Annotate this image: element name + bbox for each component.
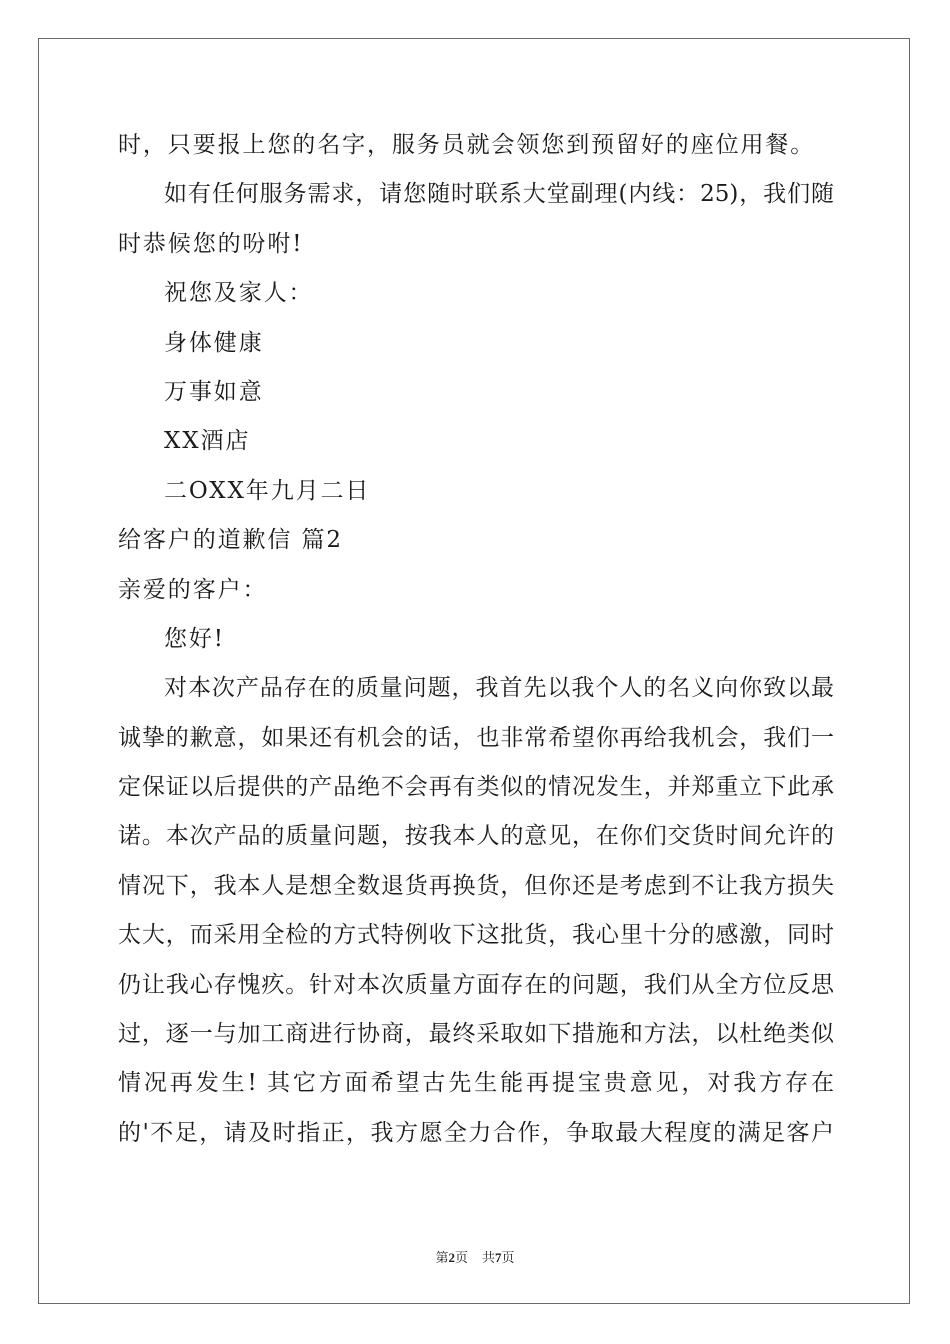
text-line: 如有任何服务需求，请您随时联系大堂副理(内线：25)，我们随 (164, 181, 834, 208)
text-line: 仍让我心存愧疚。针对本次质量方面存在的问题，我们从全方位反思 (118, 971, 834, 998)
text-line: 过，逐一与加工商进行协商，最终采取如下措施和方法，以杜绝类似 (118, 1021, 834, 1048)
text-line: 时，只要报上您的名字，服务员就会领您到预留好的座位用餐。 (118, 132, 816, 158)
text-line: 万事如意 (164, 378, 264, 405)
text-line: 对本次产品存在的质量问题，我首先以我个人的名义向你致以最 (164, 675, 834, 702)
section-heading: 给客户的道歉信 篇2 (118, 527, 343, 554)
text-line: 二OXX年九月二日 (164, 477, 371, 504)
page-prefix: 第 (435, 1250, 449, 1265)
text-line: 身体健康 (164, 329, 264, 356)
text-line: 时恭候您的吩咐! (118, 230, 304, 257)
text-line: 的'不足，请及时指正，我方愿全力合作，争取最大程度的满足客户 (118, 1119, 834, 1146)
text-line: 诺。本次产品的质量问题，按我本人的意见，在你们交货时间允许的 (118, 823, 834, 850)
text-line: 情况再发生! 其它方面希望古先生能再提宝贵意见，对我方存在 (118, 1070, 834, 1097)
text-line: 祝您及家人： (164, 280, 314, 307)
total-suffix: 页 (501, 1250, 515, 1265)
text-line: 情况下，我本人是想全数退货再换货，但你还是考虑到不让我方损失 (118, 872, 834, 899)
page-suffix: 页 (454, 1250, 468, 1265)
page-current: 2 (448, 1250, 455, 1265)
page-total: 7 (495, 1250, 502, 1265)
text-line: 诚挚的歉意，如果还有机会的话，也非常希望你再给我机会，我们一 (118, 724, 834, 751)
text-line: 太大，而采用全检的方式特例收下这批货，我心里十分的感激，同时 (118, 922, 834, 949)
page-footer (0, 1247, 950, 1266)
document-body (118, 121, 834, 1158)
text-line: XX酒店 (164, 428, 251, 455)
salutation: 亲爱的客户： (118, 576, 268, 603)
text-line: 定保证以后提供的产品绝不会再有类似的情况发生，并郑重立下此承 (118, 774, 834, 801)
greeting: 您好! (164, 625, 225, 652)
total-prefix: 共 (482, 1250, 496, 1265)
